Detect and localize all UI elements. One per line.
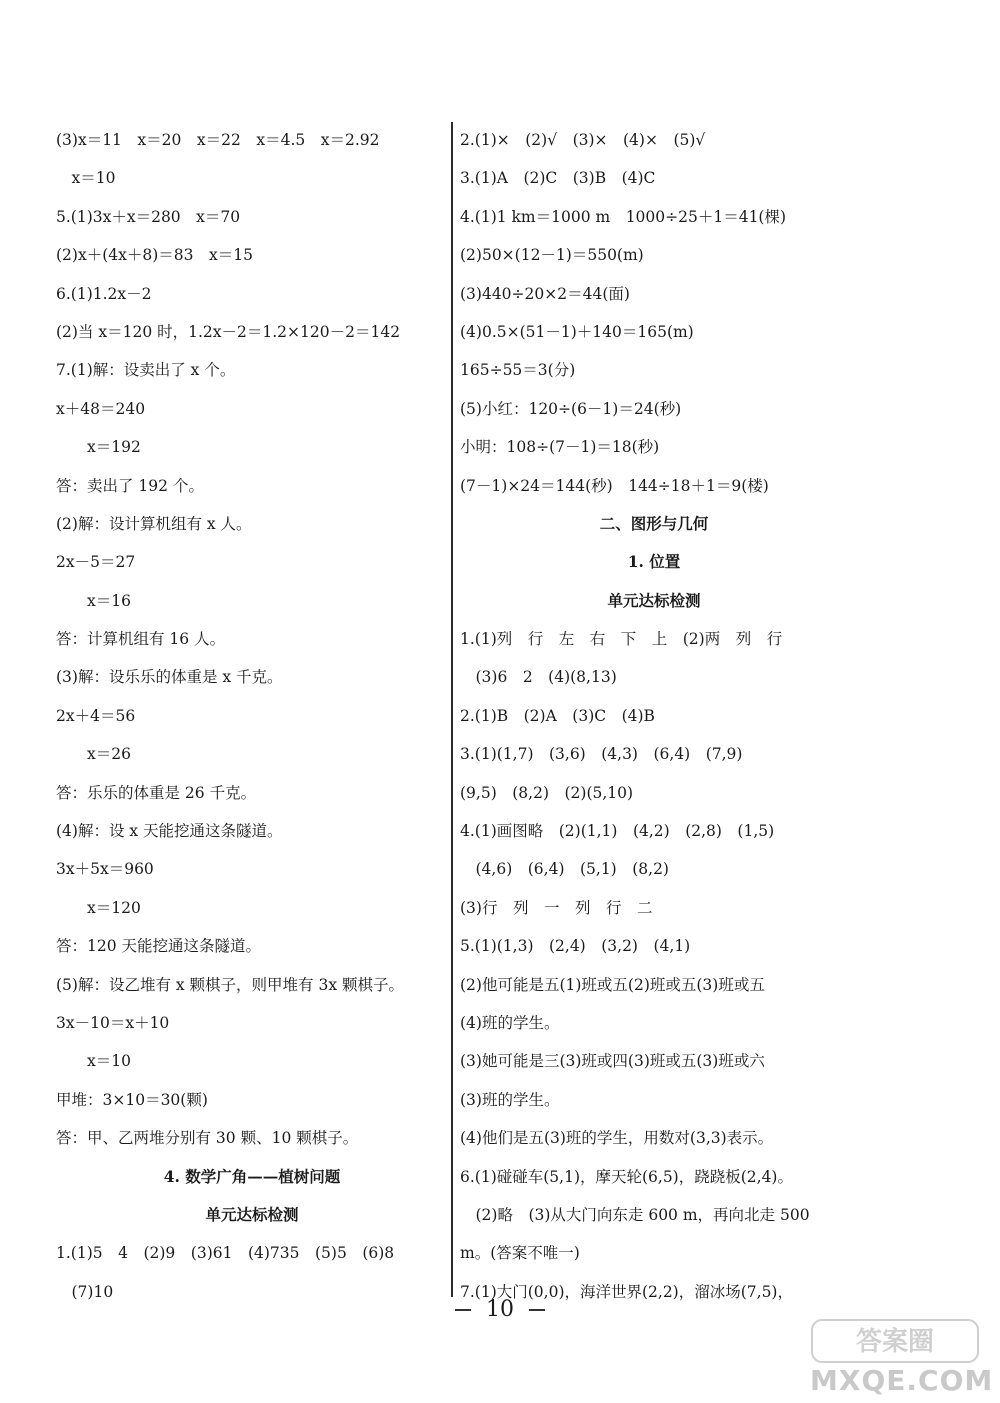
- subsection-heading: 单元达标检测: [607, 590, 701, 610]
- answer-line: (3)班的学生。: [460, 1090, 560, 1109]
- answer-line: 甲堆：3×10＝30(颗): [56, 1090, 208, 1109]
- answer-line: 7.(1)大门(0,0)，海洋世界(2,2)，溜冰场(7,5)，: [460, 1282, 793, 1301]
- answer-line: x＋48＝240: [56, 399, 146, 418]
- footer-dash-right: [529, 1309, 545, 1310]
- answer-line: 4.(1)1 km＝1000 m 1000÷25＋1＝41(棵): [460, 207, 787, 226]
- answer-line: 答：甲、乙两堆分别有 30 颗、10 颗棋子。: [56, 1129, 359, 1148]
- answer-line: (4)解：设 x 天能挖通这条隧道。: [56, 822, 283, 841]
- subsection-heading: 单元达标检测: [205, 1204, 299, 1224]
- answer-line: 6.(1)碰碰车(5,1)，摩天轮(6,5)，跷跷板(2,4)。: [460, 1167, 793, 1186]
- answer-line: 小明：108÷(7－1)＝18(秒): [460, 438, 660, 457]
- answer-line: (4)他们是五(3)班的学生，用数对(3,3)表示。: [460, 1129, 774, 1148]
- answer-line: (3)行 列 一 列 行 二: [460, 898, 653, 917]
- answer-line: (3)440÷20×2＝44(面): [460, 284, 630, 303]
- answer-line: 7.(1)解：设卖出了 x 个。: [56, 361, 236, 380]
- answer-line: (2)解：设计算机组有 x 人。: [56, 514, 252, 533]
- answer-line: (3)她可能是三(3)班或四(3)班或五(3)班或六: [460, 1052, 765, 1071]
- watermark-site: MXQE.COM: [810, 1364, 994, 1397]
- answer-line: (5)小红：120÷(6－1)＝24(秒): [460, 399, 682, 418]
- right-column: [460, 121, 848, 1311]
- answer-line: x＝10: [56, 169, 116, 188]
- section-heading: 1. 位置: [627, 552, 681, 572]
- left-column: [56, 121, 448, 1311]
- answer-line: (3)x＝11 x＝20 x＝22 x＝4.5 x＝2.92: [56, 131, 380, 149]
- answer-line: m。(答案不唯一): [460, 1244, 580, 1263]
- answer-line: x＝120: [56, 898, 141, 917]
- footer-dash-left: [455, 1309, 471, 1310]
- answer-line: 3x＋5x＝960: [56, 860, 154, 879]
- answer-line: 2.(1)× (2)√ (3)× (4)× (5)√: [460, 131, 706, 149]
- answer-line: 3.(1)A (2)C (3)B (4)C: [460, 169, 656, 188]
- answer-line: (2)略 (3)从大门向东走 600 m，再向北走 500: [460, 1205, 810, 1224]
- answer-line: (4)0.5×(51－1)＋140＝165(m): [460, 322, 694, 341]
- answer-line: 答：卖出了 192 个。: [56, 476, 204, 495]
- svg-text:答案圈: 答案圈: [855, 1327, 935, 1357]
- answer-line: 答：120 天能挖通这条隧道。: [56, 937, 262, 956]
- chapter-heading: 二、图形与几何: [599, 513, 709, 533]
- answer-line: 答：乐乐的体重是 26 千克。: [56, 783, 257, 802]
- answer-line: (4)班的学生。: [460, 1013, 560, 1032]
- answer-line: 1.(1)5 4 (2)9 (3)61 (4)735 (5)5 (6)8: [56, 1244, 395, 1263]
- answer-line: 165÷55＝3(分): [460, 361, 576, 380]
- answer-line: 6.(1)1.2x－2: [56, 284, 152, 303]
- answer-line: 3x－10＝x＋10: [56, 1013, 170, 1032]
- column-divider: [451, 122, 453, 1297]
- answer-line: 2x－5＝27: [56, 553, 136, 572]
- answer-line: (9,5) (8,2) (2)(5,10): [460, 783, 634, 802]
- answer-line: 2.(1)B (2)A (3)C (4)B: [460, 706, 655, 725]
- answer-line: (5)解：设乙堆有 x 颗棋子，则甲堆有 3x 颗棋子。: [56, 975, 405, 994]
- answer-line: (7)10: [56, 1282, 114, 1301]
- watermark-logo: [810, 1318, 980, 1364]
- answer-line: x＝26: [56, 745, 131, 764]
- answer-line: (2)他可能是五(1)班或五(2)班或五(3)班或五: [460, 975, 765, 994]
- answer-line: 答：计算机组有 16 人。: [56, 630, 226, 649]
- answer-line: 3.(1)(1,7) (3,6) (4,3) (6,4) (7,9): [460, 745, 743, 764]
- answer-line: x＝10: [56, 1052, 131, 1071]
- answer-line: (3)6 2 (4)(8,13): [460, 668, 617, 687]
- answer-line: (2)当 x＝120 时，1.2x－2＝1.2×120－2＝142: [56, 322, 401, 341]
- answer-line: (2)50×(12－1)＝550(m): [460, 246, 644, 265]
- answer-line: (4,6) (6,4) (5,1) (8,2): [460, 860, 669, 879]
- answer-line: (7－1)×24＝144(秒) 144÷18＋1＝9(楼): [460, 476, 769, 495]
- answer-line: 1.(1)列 行 左 右 下 上 (2)两 列 行: [460, 630, 783, 649]
- section-heading: 4. 数学广角——植树问题: [163, 1166, 341, 1186]
- page-number: 10: [486, 1297, 514, 1322]
- answer-line: 2x＋4＝56: [56, 706, 136, 725]
- watermark: [810, 1318, 994, 1398]
- answer-line: x＝16: [56, 591, 131, 610]
- answer-line: 5.(1)3x＋x＝280 x＝70: [56, 207, 241, 226]
- answer-line: 5.(1)(1,3) (2,4) (3,2) (4,1): [460, 937, 691, 956]
- answer-line: x＝192: [56, 438, 141, 457]
- answer-line: (2)x＋(4x＋8)＝83 x＝15: [56, 246, 253, 265]
- answer-line: 4.(1)画图略 (2)(1,1) (4,2) (2,8) (1,5): [460, 822, 775, 841]
- answer-line: (3)解：设乐乐的体重是 x 千克。: [56, 668, 283, 687]
